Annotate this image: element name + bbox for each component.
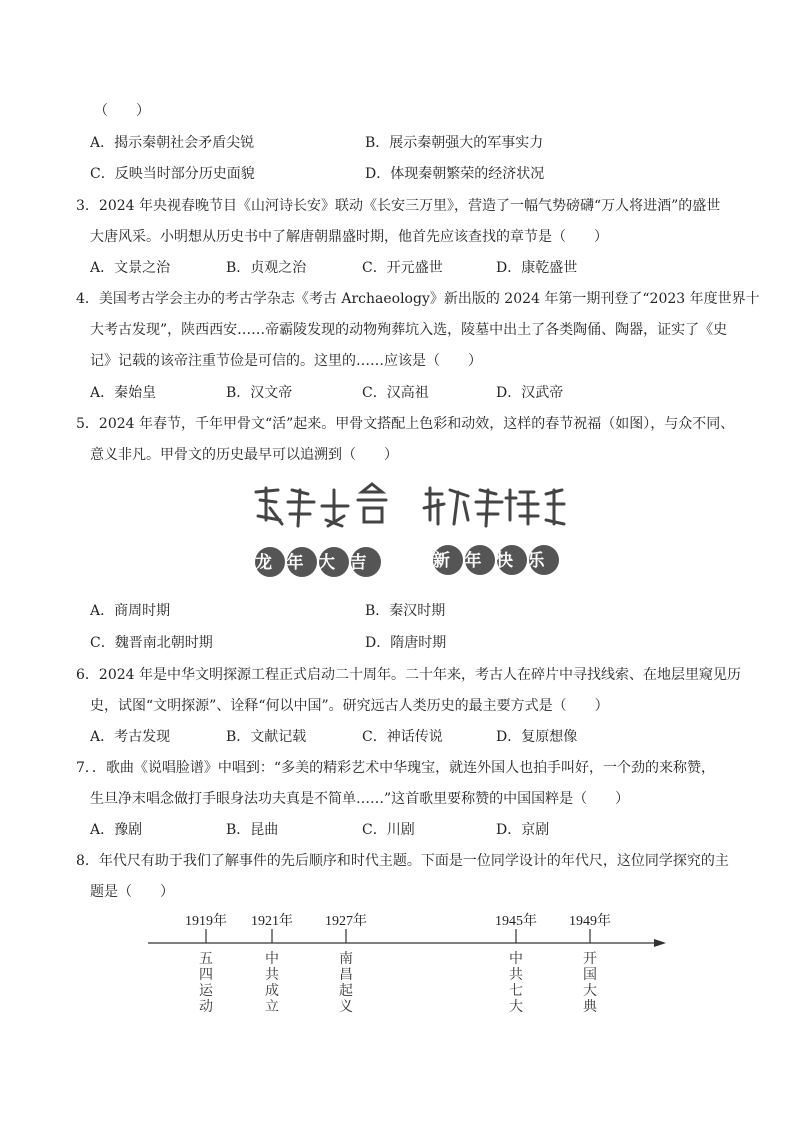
q5-option-a: A．商周时期	[90, 603, 171, 619]
timeline-year: 1921年	[251, 914, 293, 929]
q5-option-c: C．魏晋南北朝时期	[90, 635, 213, 651]
q3-option-a: A．文景之治	[90, 260, 171, 276]
q4-stem-line2: 大考古发现”，陕西西安……帝霸陵发现的动物殉葬坑入选，陵墓中出土了各类陶俑、陶器，证实了《史	[90, 322, 728, 338]
q6-option-d: D．复原想像	[496, 729, 578, 745]
q4-stem-line3: 记》记载的该帝注重节俭是可信的。这里的……应该是（ ）	[90, 353, 482, 369]
timeline-year: 1949年	[569, 914, 611, 929]
timeline-figure	[140, 905, 680, 1015]
timeline-year: 1919年	[185, 914, 227, 929]
q4-stem-line1: 4．美国考古学会主办的考古学杂志《考古 Archaeology》新出版的 2024 年第一期刊登了“2023 年度世界十	[76, 291, 760, 307]
q5-stem-line1: 5．2024 年春节，千年甲骨文“活”起来。甲骨文搭配上色彩和动效，这样的春节祝福（如图），与众不同、	[76, 416, 735, 432]
q8-stem-line2: 题是（ ）	[90, 884, 174, 900]
q2-option-d: D．体现秦朝繁荣的经济状况	[365, 166, 545, 182]
timeline-year: 1945年	[495, 914, 537, 929]
q8-stem-line1: 8．年代尺有助于我们了解事件的先后顺序和时代主题。下面是一位同学设计的年代尺，这位同学探究的主	[76, 853, 729, 869]
q4-option-b: B．汉文帝	[226, 385, 293, 401]
q2-option-b: B．展示秦朝强大的军事实力	[365, 135, 544, 151]
q7-stem-line2: 生旦净末唱念做打手眼身法功夫真是不简单……”这首歌里要称赞的中国国粹是（ ）	[90, 791, 630, 807]
timeline-event: 开国大典	[583, 951, 597, 1015]
q5-option-d: D．隋唐时期	[365, 635, 447, 651]
oracle-bone-greeting-image	[248, 480, 568, 590]
q3-option-b: B．贞观之治	[226, 260, 307, 276]
q2-option-c: C．反映当时部分历史面貌	[90, 166, 255, 182]
q3-option-c: C．开元盛世	[362, 260, 443, 276]
q6-stem-line1: 6．2024 年是中华文明探源工程正式启动二十周年。二十年来，考古人在碎片中寻找线索、在地层里窥见历	[76, 667, 741, 683]
q4-option-d: D．汉武帝	[496, 385, 564, 401]
q2-option-a: A．揭示秦朝社会矛盾尖锐	[90, 135, 255, 151]
q6-stem-line2: 史，试图“文明探源”、诠释“何以中国”。研究远古人类历史的最主要方式是（ ）	[90, 698, 609, 714]
q7-option-d: D．京剧	[496, 822, 550, 838]
q6-option-b: B．文献记载	[226, 729, 307, 745]
caption-right: 新年快乐	[433, 551, 559, 571]
q2-paren: （ ）	[94, 103, 150, 119]
timeline-year: 1927年	[325, 914, 367, 929]
q4-option-c: C．汉高祖	[362, 385, 429, 401]
q3-stem-line1: 3．2024 年央视春晚节目《山河诗长安》联动《长安三万里》，营造了一幅气势磅礴“万人将进酒”的盛世	[76, 198, 721, 214]
q6-option-c: C．神话传说	[362, 729, 443, 745]
q3-option-d: D．康乾盛世	[496, 260, 578, 276]
q7-option-b: B．昆曲	[226, 822, 279, 838]
q3-stem-line2: 大唐风采。小明想从历史书中了解唐朝鼎盛时期，他首先应该查找的章节是（ ）	[90, 229, 608, 245]
q5-option-b: B．秦汉时期	[365, 603, 446, 619]
q7-stem-line1: 7．．歌曲《说唱脸谱》中唱到：“多美的精彩艺术中华瑰宝，就连外国人也拍手叫好，一个劲的来称赞，	[76, 760, 716, 776]
timeline-event: 五四运动	[199, 951, 213, 1015]
timeline-event: 南昌起义	[339, 951, 353, 1015]
timeline-event: 中共成立	[265, 951, 279, 1015]
q7-option-a: A．豫剧	[90, 822, 143, 838]
oracle-glyphs-right	[424, 488, 564, 526]
timeline-event: 中共七大	[509, 951, 523, 1015]
oracle-glyphs-left	[256, 484, 386, 526]
q6-option-a: A．考古发现	[90, 729, 171, 745]
timeline-arrow-icon	[654, 939, 666, 947]
caption-left: 龙年大吉	[255, 553, 381, 573]
q7-option-c: C．川剧	[362, 822, 415, 838]
q4-option-a: A．秦始皇	[90, 385, 157, 401]
q5-stem-line2: 意义非凡。甲骨文的历史最早可以追溯到（ ）	[90, 447, 398, 463]
